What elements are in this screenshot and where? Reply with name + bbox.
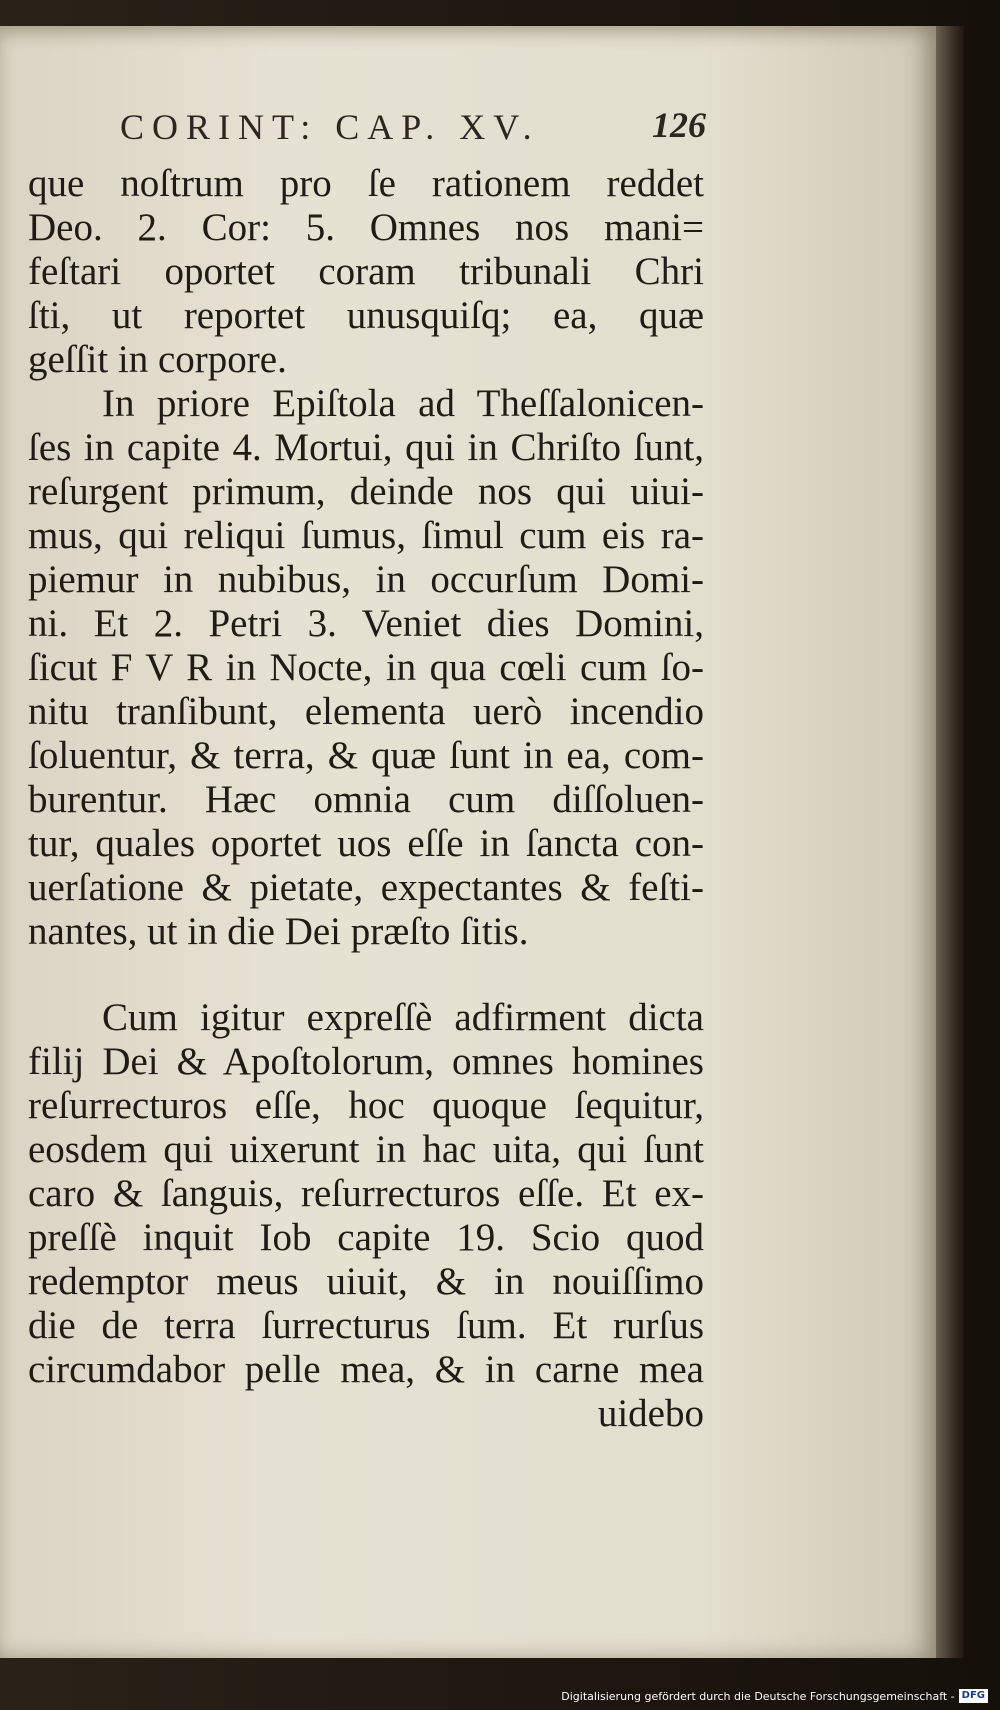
text-line: eosdem qui uixerunt in hac uita, qui ſunt (28, 1128, 704, 1171)
text-line: In priore Epiſtola ad Theſſalonicen- (102, 382, 704, 425)
text-line: ſti, ut reportet unusquiſq; ea, quæ (28, 294, 704, 337)
text-line: redemptor meus uiuit, & in nouiſſimo (28, 1260, 704, 1303)
text-line: filij Dei & Apoſtolorum, omnes homines (28, 1040, 704, 1083)
text-line: Cum igitur expreſſè adfirment dicta (102, 996, 704, 1039)
text-line: reſurrecturos eſſe, hoc quoque ſequitur, (28, 1084, 704, 1127)
text-line: nantes, ut in die Dei præſto ſitis. (28, 910, 529, 953)
page-number: 126 (652, 105, 706, 145)
text-line: piemur in nubibus, in occurſum Domi- (28, 558, 704, 601)
text-line: ſoluentur, & terra, & quæ ſunt in ea, com- (28, 734, 704, 777)
text-line: caro & ſanguis, reſurrecturos eſſe. Et ex- (28, 1172, 704, 1215)
text-line: uerſatione & pietate, expectantes & feſti- (28, 866, 704, 909)
text-line: ſicut F V R in Nocte, in qua cœli cum ſo- (28, 646, 704, 689)
text-line: mus, qui reliqui ſumus, ſimul cum eis ra- (28, 514, 704, 557)
text-line: preſſè inquit Iob capite 19. Scio quod (28, 1216, 704, 1259)
text-line: ni. Et 2. Petri 3. Veniet dies Domini, (28, 602, 704, 645)
text-line: die de terra ſurrecturus ſum. Et rurſus (28, 1304, 704, 1347)
page-header (120, 100, 706, 154)
running-title: CORINT: CAP. XV. (120, 107, 540, 147)
page-edge (936, 26, 964, 1658)
text-line: circumdabor pelle mea, & in carne mea (28, 1348, 704, 1391)
text-line: nitu tranſibunt, elementa uerò incendio (28, 690, 704, 733)
text-line: feſtari oportet coram tribunali Chri (28, 250, 704, 293)
text-line: que noſtrum pro ſe rationem reddet (28, 162, 704, 205)
text-line: tur, quales oportet uos eſſe in ſancta con- (28, 822, 704, 865)
credit-text: Digitalisierung gefördert durch die Deutsche Forschungsgemeinschaft - (561, 1689, 955, 1703)
body-text (28, 162, 704, 1436)
text-line: burentur. Hæc omnia cum diſſoluen- (28, 778, 704, 821)
text-line: reſurgent primum, deinde nos qui uiui- (28, 470, 704, 513)
dfg-logo: DFG (959, 1689, 988, 1703)
catchword: uidebo (597, 1392, 704, 1435)
text-line: Deo. 2. Cor: 5. Omnes nos mani= (28, 206, 704, 249)
digitization-credit (561, 1686, 988, 1706)
text-line: ſes in capite 4. Mortui, qui in Chriſto ſunt, (28, 426, 704, 469)
paragraph-gap (28, 954, 704, 996)
text-line: geſſit in corpore. (28, 338, 287, 381)
